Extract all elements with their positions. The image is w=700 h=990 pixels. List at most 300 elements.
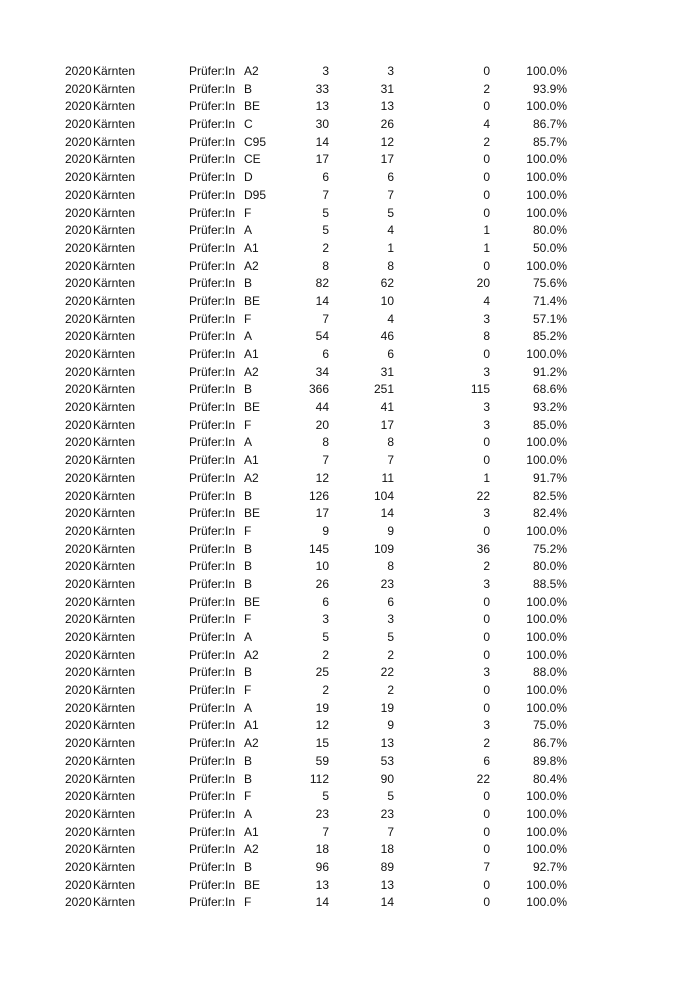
failed-count-cell: 0 bbox=[483, 435, 490, 450]
license-class-cell: A bbox=[244, 700, 253, 715]
failed-count-cell: 2 bbox=[483, 81, 490, 96]
role-cell: Prüfer:In bbox=[189, 258, 236, 273]
year-cell: 2020 bbox=[65, 117, 92, 132]
total-count-cell: 13 bbox=[315, 99, 329, 114]
passed-count-cell: 8 bbox=[387, 258, 394, 273]
year-cell: 2020 bbox=[65, 417, 92, 432]
total-count-cell: 6 bbox=[322, 594, 329, 609]
failed-count-cell: 0 bbox=[483, 170, 490, 185]
license-class-cell: A1 bbox=[244, 347, 259, 361]
state-cell: Kärnten bbox=[93, 258, 136, 273]
year-cell: 2020 bbox=[65, 594, 92, 609]
total-count-cell: 17 bbox=[315, 506, 329, 521]
role-cell: Prüfer:In bbox=[189, 347, 236, 361]
failed-count-cell: 3 bbox=[483, 417, 490, 432]
role-cell: Prüfer:In bbox=[189, 223, 236, 238]
year-cell: 2020 bbox=[65, 170, 92, 185]
pass-rate-cell: 88.0% bbox=[532, 665, 567, 680]
table-row bbox=[0, 824, 700, 842]
year-cell: 2020 bbox=[65, 470, 92, 485]
state-cell: Kärnten bbox=[93, 64, 136, 78]
role-cell: Prüfer:In bbox=[189, 771, 236, 786]
table-row bbox=[0, 364, 700, 382]
table-row bbox=[0, 629, 700, 647]
total-count-cell: 126 bbox=[308, 488, 329, 503]
license-class-cell: BE bbox=[244, 293, 261, 308]
passed-count-cell: 10 bbox=[380, 293, 394, 308]
total-count-cell: 96 bbox=[315, 859, 329, 874]
license-class-cell: A2 bbox=[244, 258, 259, 273]
state-cell: Kärnten bbox=[93, 683, 136, 698]
total-count-cell: 19 bbox=[315, 700, 329, 715]
pass-rate-cell: 100.0% bbox=[526, 842, 567, 857]
failed-count-cell: 2 bbox=[483, 736, 490, 751]
total-count-cell: 5 bbox=[322, 630, 329, 644]
table-row bbox=[0, 470, 700, 488]
pass-rate-cell: 75.2% bbox=[532, 541, 567, 556]
total-count-cell: 112 bbox=[309, 771, 329, 786]
table-row bbox=[0, 735, 700, 753]
table-row bbox=[0, 611, 700, 629]
state-cell: Kärnten bbox=[93, 594, 136, 609]
pass-rate-cell: 75.6% bbox=[532, 276, 567, 291]
pass-rate-cell: 82.5% bbox=[532, 488, 567, 503]
license-class-cell: B bbox=[244, 81, 253, 96]
pass-rate-cell: 100.0% bbox=[526, 205, 567, 220]
year-cell: 2020 bbox=[65, 81, 92, 96]
table-row bbox=[0, 169, 700, 187]
role-cell: Prüfer:In bbox=[189, 736, 236, 751]
role-cell: Prüfer:In bbox=[189, 240, 236, 255]
table-row bbox=[0, 417, 700, 435]
pass-rate-cell: 80.4% bbox=[532, 771, 567, 786]
failed-count-cell: 8 bbox=[483, 329, 490, 344]
license-class-cell: B bbox=[244, 541, 253, 556]
year-cell: 2020 bbox=[65, 736, 92, 751]
license-class-cell: A1 bbox=[244, 824, 259, 839]
state-cell: Kärnten bbox=[93, 470, 136, 485]
total-count-cell: 18 bbox=[315, 842, 329, 857]
total-count-cell: 26 bbox=[315, 576, 329, 591]
table-row bbox=[0, 841, 700, 859]
pass-rate-cell: 93.2% bbox=[532, 400, 567, 415]
state-cell: Kärnten bbox=[93, 205, 136, 220]
license-class-cell: A2 bbox=[244, 470, 259, 485]
table-row bbox=[0, 877, 700, 895]
pass-rate-cell: 85.2% bbox=[532, 329, 567, 344]
passed-count-cell: 90 bbox=[380, 771, 394, 786]
table-row bbox=[0, 541, 700, 559]
table-row bbox=[0, 222, 700, 240]
license-class-cell: B bbox=[244, 382, 253, 397]
failed-count-cell: 0 bbox=[483, 789, 490, 804]
license-class-cell: BE bbox=[244, 506, 261, 521]
pass-rate-cell: 93.9% bbox=[532, 81, 567, 96]
role-cell: Prüfer:In bbox=[189, 293, 236, 308]
passed-count-cell: 31 bbox=[380, 364, 394, 379]
year-cell: 2020 bbox=[65, 506, 92, 521]
total-count-cell: 145 bbox=[308, 541, 329, 556]
role-cell: Prüfer:In bbox=[189, 612, 236, 627]
year-cell: 2020 bbox=[65, 347, 92, 361]
pass-rate-cell: 100.0% bbox=[526, 453, 567, 468]
passed-count-cell: 2 bbox=[387, 647, 394, 662]
table-row bbox=[0, 717, 700, 735]
failed-count-cell: 3 bbox=[483, 364, 490, 379]
failed-count-cell: 0 bbox=[483, 594, 490, 609]
pass-rate-cell: 80.0% bbox=[532, 559, 567, 574]
role-cell: Prüfer:In bbox=[189, 134, 236, 149]
role-cell: Prüfer:In bbox=[189, 329, 236, 344]
passed-count-cell: 14 bbox=[380, 895, 394, 910]
state-cell: Kärnten bbox=[93, 134, 136, 149]
table-row bbox=[0, 434, 700, 452]
total-count-cell: 7 bbox=[322, 453, 329, 468]
year-cell: 2020 bbox=[65, 789, 92, 804]
total-count-cell: 17 bbox=[315, 152, 329, 167]
role-cell: Prüfer:In bbox=[189, 753, 236, 768]
year-cell: 2020 bbox=[65, 293, 92, 308]
table-row bbox=[0, 753, 700, 771]
passed-count-cell: 109 bbox=[373, 541, 394, 556]
license-class-cell: F bbox=[244, 417, 252, 432]
state-cell: Kärnten bbox=[93, 170, 136, 185]
role-cell: Prüfer:In bbox=[189, 205, 236, 220]
role-cell: Prüfer:In bbox=[189, 700, 236, 715]
total-count-cell: 34 bbox=[315, 364, 329, 379]
state-cell: Kärnten bbox=[93, 630, 136, 644]
year-cell: 2020 bbox=[65, 753, 92, 768]
role-cell: Prüfer:In bbox=[189, 170, 236, 185]
table-row bbox=[0, 558, 700, 576]
year-cell: 2020 bbox=[65, 630, 92, 644]
year-cell: 2020 bbox=[65, 382, 92, 397]
year-cell: 2020 bbox=[65, 612, 92, 627]
total-count-cell: 14 bbox=[315, 895, 329, 910]
passed-count-cell: 6 bbox=[387, 347, 394, 361]
failed-count-cell: 0 bbox=[483, 647, 490, 662]
total-count-cell: 59 bbox=[315, 753, 329, 768]
role-cell: Prüfer:In bbox=[189, 630, 236, 644]
failed-count-cell: 0 bbox=[483, 523, 490, 538]
passed-count-cell: 4 bbox=[387, 223, 394, 238]
state-cell: Kärnten bbox=[93, 400, 136, 415]
failed-count-cell: 36 bbox=[476, 541, 490, 556]
table-row bbox=[0, 63, 700, 81]
role-cell: Prüfer:In bbox=[189, 576, 236, 591]
table-row bbox=[0, 788, 700, 806]
license-class-cell: F bbox=[244, 612, 252, 627]
state-cell: Kärnten bbox=[93, 311, 136, 326]
license-class-cell: A bbox=[244, 435, 253, 450]
state-cell: Kärnten bbox=[93, 541, 136, 556]
table-row bbox=[0, 328, 700, 346]
passed-count-cell: 18 bbox=[380, 842, 394, 857]
total-count-cell: 7 bbox=[322, 311, 329, 326]
year-cell: 2020 bbox=[65, 488, 92, 503]
state-cell: Kärnten bbox=[93, 559, 136, 574]
passed-count-cell: 13 bbox=[380, 736, 394, 751]
total-count-cell: 2 bbox=[322, 683, 329, 698]
table-row bbox=[0, 488, 700, 506]
pass-rate-cell: 100.0% bbox=[526, 806, 567, 821]
state-cell: Kärnten bbox=[93, 824, 136, 839]
year-cell: 2020 bbox=[65, 364, 92, 379]
license-class-cell: A2 bbox=[244, 64, 259, 78]
state-cell: Kärnten bbox=[93, 81, 136, 96]
table-row bbox=[0, 523, 700, 541]
state-cell: Kärnten bbox=[93, 382, 136, 397]
year-cell: 2020 bbox=[65, 400, 92, 415]
role-cell: Prüfer:In bbox=[189, 276, 236, 291]
year-cell: 2020 bbox=[65, 576, 92, 591]
total-count-cell: 8 bbox=[322, 258, 329, 273]
role-cell: Prüfer:In bbox=[189, 81, 236, 96]
role-cell: Prüfer:In bbox=[189, 506, 236, 521]
state-cell: Kärnten bbox=[93, 99, 136, 114]
total-count-cell: 6 bbox=[322, 170, 329, 185]
failed-count-cell: 0 bbox=[483, 258, 490, 273]
failed-count-cell: 7 bbox=[483, 859, 490, 874]
role-cell: Prüfer:In bbox=[189, 453, 236, 468]
failed-count-cell: 1 bbox=[483, 240, 490, 255]
failed-count-cell: 0 bbox=[483, 64, 490, 78]
passed-count-cell: 26 bbox=[380, 117, 394, 132]
table-row bbox=[0, 151, 700, 169]
license-class-cell: A2 bbox=[244, 842, 259, 857]
license-class-cell: F bbox=[244, 205, 252, 220]
total-count-cell: 15 bbox=[315, 736, 329, 751]
passed-count-cell: 89 bbox=[380, 859, 394, 874]
passed-count-cell: 7 bbox=[387, 187, 394, 202]
table-row bbox=[0, 682, 700, 700]
total-count-cell: 14 bbox=[315, 134, 329, 149]
passed-count-cell: 6 bbox=[387, 594, 394, 609]
state-cell: Kärnten bbox=[93, 576, 136, 591]
failed-count-cell: 22 bbox=[476, 488, 490, 503]
license-class-cell: BE bbox=[244, 877, 261, 892]
state-cell: Kärnten bbox=[93, 736, 136, 751]
table-row bbox=[0, 311, 700, 329]
passed-count-cell: 14 bbox=[380, 506, 394, 521]
table-row bbox=[0, 452, 700, 470]
year-cell: 2020 bbox=[65, 559, 92, 574]
role-cell: Prüfer:In bbox=[189, 665, 236, 680]
year-cell: 2020 bbox=[65, 647, 92, 662]
pass-rate-cell: 85.0% bbox=[532, 417, 567, 432]
failed-count-cell: 0 bbox=[483, 895, 490, 910]
failed-count-cell: 0 bbox=[483, 205, 490, 220]
state-cell: Kärnten bbox=[93, 435, 136, 450]
license-class-cell: A bbox=[244, 329, 253, 344]
total-count-cell: 12 bbox=[315, 718, 329, 733]
total-count-cell: 2 bbox=[322, 240, 329, 255]
role-cell: Prüfer:In bbox=[189, 187, 236, 202]
passed-count-cell: 5 bbox=[387, 630, 394, 644]
total-count-cell: 7 bbox=[322, 824, 329, 839]
state-cell: Kärnten bbox=[93, 293, 136, 308]
year-cell: 2020 bbox=[65, 895, 92, 910]
license-class-cell: A bbox=[244, 223, 253, 238]
failed-count-cell: 3 bbox=[483, 576, 490, 591]
failed-count-cell: 0 bbox=[483, 630, 490, 644]
state-cell: Kärnten bbox=[93, 523, 136, 538]
state-cell: Kärnten bbox=[93, 771, 136, 786]
year-cell: 2020 bbox=[65, 99, 92, 114]
total-count-cell: 33 bbox=[315, 81, 329, 96]
passed-count-cell: 46 bbox=[380, 329, 394, 344]
failed-count-cell: 0 bbox=[483, 99, 490, 114]
table-row bbox=[0, 346, 700, 364]
pass-rate-cell: 57.1% bbox=[532, 311, 567, 326]
year-cell: 2020 bbox=[65, 435, 92, 450]
year-cell: 2020 bbox=[65, 240, 92, 255]
pass-rate-cell: 68.6% bbox=[532, 382, 567, 397]
pass-rate-cell: 100.0% bbox=[526, 258, 567, 273]
year-cell: 2020 bbox=[65, 877, 92, 892]
year-cell: 2020 bbox=[65, 329, 92, 344]
failed-count-cell: 3 bbox=[483, 400, 490, 415]
failed-count-cell: 0 bbox=[483, 824, 490, 839]
failed-count-cell: 2 bbox=[483, 134, 490, 149]
state-cell: Kärnten bbox=[93, 612, 136, 627]
license-class-cell: B bbox=[244, 771, 253, 786]
pass-rate-cell: 100.0% bbox=[526, 789, 567, 804]
state-cell: Kärnten bbox=[93, 347, 136, 361]
failed-count-cell: 0 bbox=[483, 612, 490, 627]
state-cell: Kärnten bbox=[93, 859, 136, 874]
passed-count-cell: 11 bbox=[381, 470, 394, 485]
failed-count-cell: 0 bbox=[483, 347, 490, 361]
pass-rate-cell: 100.0% bbox=[526, 187, 567, 202]
total-count-cell: 9 bbox=[322, 523, 329, 538]
state-cell: Kärnten bbox=[93, 700, 136, 715]
role-cell: Prüfer:In bbox=[189, 488, 236, 503]
role-cell: Prüfer:In bbox=[189, 99, 236, 114]
total-count-cell: 5 bbox=[322, 789, 329, 804]
passed-count-cell: 13 bbox=[380, 99, 394, 114]
passed-count-cell: 8 bbox=[387, 559, 394, 574]
license-class-cell: A2 bbox=[244, 647, 259, 662]
pass-rate-cell: 92.7% bbox=[532, 859, 567, 874]
role-cell: Prüfer:In bbox=[189, 824, 236, 839]
role-cell: Prüfer:In bbox=[189, 400, 236, 415]
role-cell: Prüfer:In bbox=[189, 683, 236, 698]
passed-count-cell: 41 bbox=[380, 400, 394, 415]
failed-count-cell: 0 bbox=[483, 187, 490, 202]
total-count-cell: 12 bbox=[315, 470, 329, 485]
state-cell: Kärnten bbox=[93, 152, 136, 167]
year-cell: 2020 bbox=[65, 453, 92, 468]
total-count-cell: 3 bbox=[322, 612, 329, 627]
year-cell: 2020 bbox=[65, 824, 92, 839]
state-cell: Kärnten bbox=[93, 665, 136, 680]
role-cell: Prüfer:In bbox=[189, 417, 236, 432]
pass-rate-cell: 71.4% bbox=[532, 293, 567, 308]
year-cell: 2020 bbox=[65, 64, 92, 78]
role-cell: Prüfer:In bbox=[189, 152, 236, 167]
data-table bbox=[0, 63, 700, 912]
table-row bbox=[0, 700, 700, 718]
table-row bbox=[0, 505, 700, 523]
state-cell: Kärnten bbox=[93, 488, 136, 503]
license-class-cell: A2 bbox=[244, 364, 259, 379]
passed-count-cell: 17 bbox=[380, 152, 394, 167]
state-cell: Kärnten bbox=[93, 718, 136, 733]
failed-count-cell: 20 bbox=[476, 276, 490, 291]
license-class-cell: B bbox=[244, 576, 253, 591]
role-cell: Prüfer:In bbox=[189, 859, 236, 874]
total-count-cell: 2 bbox=[322, 647, 329, 662]
failed-count-cell: 115 bbox=[470, 382, 490, 397]
passed-count-cell: 9 bbox=[387, 523, 394, 538]
passed-count-cell: 104 bbox=[373, 488, 394, 503]
license-class-cell: A bbox=[244, 630, 253, 644]
role-cell: Prüfer:In bbox=[189, 64, 236, 78]
total-count-cell: 5 bbox=[322, 205, 329, 220]
state-cell: Kärnten bbox=[93, 789, 136, 804]
pass-rate-cell: 82.4% bbox=[532, 506, 567, 521]
license-class-cell: F bbox=[244, 523, 252, 538]
table-row bbox=[0, 240, 700, 258]
pass-rate-cell: 100.0% bbox=[526, 347, 567, 361]
year-cell: 2020 bbox=[65, 223, 92, 238]
role-cell: Prüfer:In bbox=[189, 311, 236, 326]
failed-count-cell: 3 bbox=[483, 718, 490, 733]
state-cell: Kärnten bbox=[93, 506, 136, 521]
passed-count-cell: 23 bbox=[380, 806, 394, 821]
state-cell: Kärnten bbox=[93, 417, 136, 432]
license-class-cell: CE bbox=[244, 152, 261, 167]
license-class-cell: BE bbox=[244, 594, 261, 609]
table-row bbox=[0, 894, 700, 912]
failed-count-cell: 0 bbox=[483, 877, 490, 892]
failed-count-cell: 0 bbox=[483, 842, 490, 857]
state-cell: Kärnten bbox=[93, 647, 136, 662]
passed-count-cell: 3 bbox=[387, 612, 394, 627]
year-cell: 2020 bbox=[65, 152, 92, 167]
role-cell: Prüfer:In bbox=[189, 559, 236, 574]
pass-rate-cell: 100.0% bbox=[526, 594, 567, 609]
passed-count-cell: 17 bbox=[380, 417, 394, 432]
pass-rate-cell: 100.0% bbox=[526, 435, 567, 450]
table-row bbox=[0, 859, 700, 877]
role-cell: Prüfer:In bbox=[189, 435, 236, 450]
state-cell: Kärnten bbox=[93, 117, 136, 132]
pass-rate-cell: 100.0% bbox=[526, 99, 567, 114]
pass-rate-cell: 100.0% bbox=[526, 824, 567, 839]
total-count-cell: 54 bbox=[315, 329, 329, 344]
failed-count-cell: 0 bbox=[483, 806, 490, 821]
total-count-cell: 3 bbox=[322, 64, 329, 78]
role-cell: Prüfer:In bbox=[189, 895, 236, 910]
table-row bbox=[0, 771, 700, 789]
license-class-cell: C95 bbox=[244, 134, 267, 149]
state-cell: Kärnten bbox=[93, 895, 136, 910]
passed-count-cell: 9 bbox=[387, 718, 394, 733]
passed-count-cell: 7 bbox=[387, 453, 394, 468]
state-cell: Kärnten bbox=[93, 753, 136, 768]
failed-count-cell: 1 bbox=[483, 223, 490, 238]
role-cell: Prüfer:In bbox=[189, 364, 236, 379]
license-class-cell: BE bbox=[244, 400, 261, 415]
table-row bbox=[0, 381, 700, 399]
role-cell: Prüfer:In bbox=[189, 523, 236, 538]
passed-count-cell: 8 bbox=[387, 435, 394, 450]
passed-count-cell: 7 bbox=[387, 824, 394, 839]
passed-count-cell: 12 bbox=[380, 134, 394, 149]
license-class-cell: D bbox=[244, 170, 253, 185]
